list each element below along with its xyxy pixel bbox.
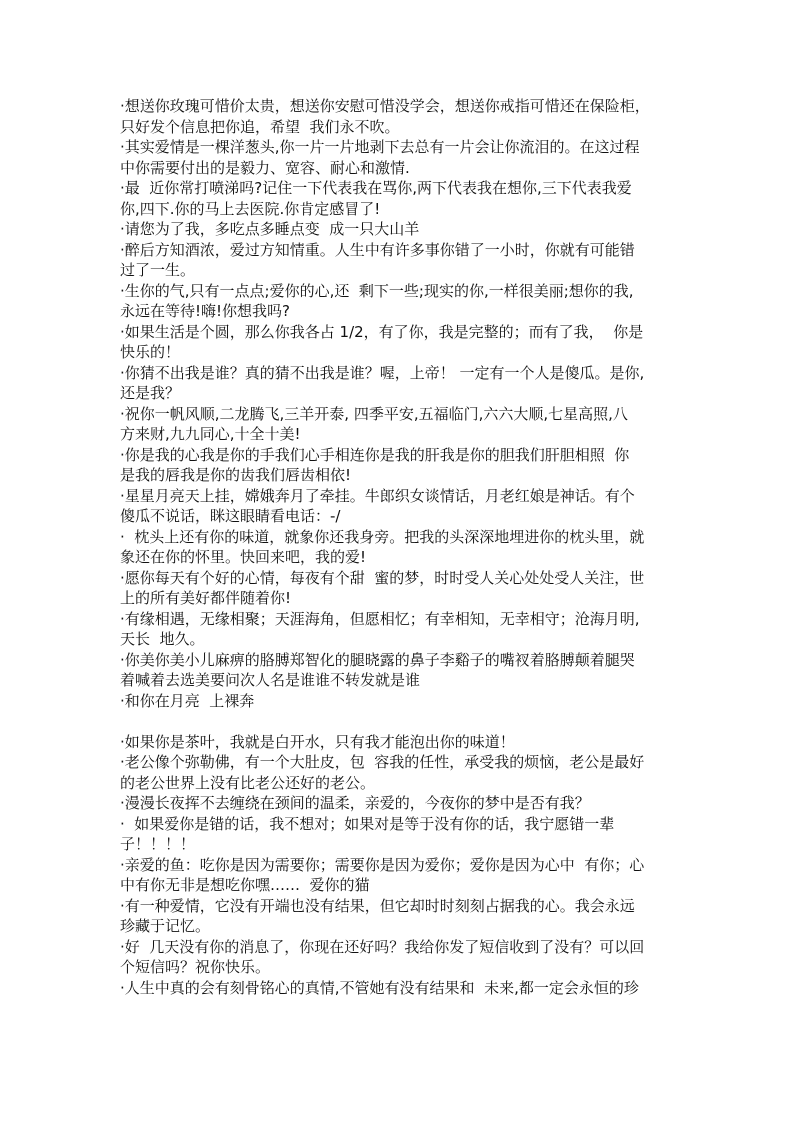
text-line: 中有你无非是想吃你嘿…… 爱你的猫 <box>120 876 370 894</box>
text-line: ·有缘相遇，无缘相聚；天涯海角，但愿相忆；有幸相知，无幸相守；沧海月明, <box>120 609 640 628</box>
text-line: 过了一生。 <box>120 261 196 279</box>
document-page <box>120 96 680 998</box>
text-line: · 如果爱你是错的话，我不想对；如果对是等于没有你的话，我宁愿错一辈 <box>120 814 615 833</box>
paragraph <box>120 896 680 937</box>
paragraph <box>120 752 680 793</box>
paragraph <box>120 691 680 712</box>
paragraph <box>120 240 680 281</box>
text-line: 只好发个信息把你追，希望 我们永不吹。 <box>120 117 400 136</box>
text-line: 方来财,九九同心,十全十美! <box>120 425 301 443</box>
text-line: ·人生中真的会有刻骨铭心的真情,不管她有没有结果和 未来,都一定会永恒的珍 <box>120 978 639 997</box>
paragraph <box>120 178 680 219</box>
blank-line <box>120 711 680 732</box>
paragraph <box>120 527 680 568</box>
text-line: ·你美你美小儿麻痹的胳膊郑智化的腿晓露的鼻子李谿子的嘴衩着胳膊颠着腿哭 <box>120 650 635 669</box>
text-line: 是我的唇我是你的齿我们唇齿相依! <box>120 466 352 484</box>
paragraph <box>120 137 680 178</box>
text-line: ·愿你每天有个好的心情，每夜有个甜 蜜的梦，时时受人关心处处受人关注，世 <box>120 568 645 587</box>
text-line: ·想送你玫瑰可惜价太贵，想送你安慰可惜没学会，想送你戒指可惜还在保险柜， <box>120 97 650 115</box>
text-line: ·老公像个弥勒佛，有一个大肚皮，包 容我的任性，承受我的烦恼，老公是最好 <box>120 753 645 771</box>
text-line: 象还在你的怀里。快回来吧，我的爱! <box>120 548 367 566</box>
text-line: ·和你在月亮 上裸奔 <box>120 691 255 710</box>
paragraph <box>120 322 680 363</box>
text-line: 你,四下.你的马上去医院.你肯定感冒了! <box>120 199 381 218</box>
paragraph <box>120 404 680 445</box>
text-line: 快乐的！ <box>120 343 181 361</box>
text-line: 子！！！！ <box>120 835 196 853</box>
text-line: ·生你的气,只有一点点;爱你的心,还 剩下一些;现实的你,一样很美丽;想你的我, <box>120 281 634 300</box>
text-line: 的老公世界上没有比老公还好的老公。 <box>120 773 376 792</box>
text-line: 上的所有美好都伴随着你! <box>120 589 292 607</box>
text-line: ·有一种爱情，它没有开端也没有结果，但它却时时刻刻占据我的心。我会永远 <box>120 896 635 915</box>
text-line: ·星星月亮天上挂，嫦娥奔月了牵挂。牛郎织女谈情话，月老红娘是神话。有个 <box>120 486 635 505</box>
text-line: 中你需要付出的是毅力、宽容、耐心和激情. <box>120 158 410 177</box>
text-line: 天长 地久。 <box>120 630 205 648</box>
paragraph <box>120 486 680 527</box>
text-line: ·如果生活是个圆，那么你我各占 1/2，有了你，我是完整的；而有了我， 你是 <box>120 322 644 341</box>
paragraph <box>120 281 680 322</box>
paragraph <box>120 978 680 999</box>
text-line: · 枕头上还有你的味道，就象你还我身旁。把我的头深深地埋进你的枕头里，就 <box>120 527 645 546</box>
paragraph <box>120 793 680 814</box>
text-line: ·最 近你常打喷涕吗?记住一下代表我在骂你,两下代表我在想你,三下代表我爱 <box>120 179 632 197</box>
text-line: ·如果你是茶叶，我就是白开水，只有我才能泡出你的味道！ <box>120 732 515 751</box>
text-line: 着喊着去选美要问次人名是谁谁不转发就是谁 <box>120 671 421 689</box>
paragraph <box>120 363 680 404</box>
text-line: ·祝你一帆风顺,二龙腾飞,三羊开泰, 四季平安,五福临门,六六大顺,七星高照,八 <box>120 404 628 423</box>
text-line: ·你是我的心我是你的手我们心手相连你是我的肝我是你的胆我们肝胆相照 你 <box>120 445 630 464</box>
paragraph <box>120 855 680 896</box>
text-line: ·好 几天没有你的消息了，你现在还好吗？我给你发了短信收到了没有？可以回 <box>120 937 645 956</box>
text-line: ·漫漫长夜挥不去缠绕在颈间的温柔，亲爱的，今夜你的梦中是否有我？ <box>120 794 590 812</box>
paragraph <box>120 96 680 137</box>
text-line: 傻瓜不说话，眯这眼睛看电话：-/ <box>120 507 341 525</box>
paragraph <box>120 732 680 753</box>
text-line: 个短信吗？祝你快乐。 <box>120 958 271 976</box>
text-line: ·醉后方知酒浓，爱过方知情重。人生中有许多事你错了一小时，你就有可能错 <box>120 240 635 259</box>
paragraph <box>120 814 680 855</box>
paragraph <box>120 219 680 240</box>
text-line: ·其实爱情是一棵洋葱头,你一片一片地剥下去总有一片会让你流泪的。在这过程 <box>120 138 640 156</box>
text-line: 永远在等待!嗨!你想我吗? <box>120 302 290 320</box>
paragraph <box>120 609 680 650</box>
text-line: 还是我？ <box>120 384 181 402</box>
paragraph <box>120 937 680 978</box>
text-line: ·你猜不出我是谁？真的猜不出我是谁？喔，上帝！ 一定有一个人是傻瓜。是你, <box>120 363 645 382</box>
paragraph <box>120 445 680 486</box>
paragraph <box>120 650 680 691</box>
text-line: 珍藏于记忆。 <box>120 917 211 935</box>
text-line: ·请您为了我，多吃点多睡点变 成一只大山羊 <box>120 220 420 238</box>
text-line: ·亲爱的鱼：吃你是因为需要你；需要你是因为爱你；爱你是因为心中 有你；心 <box>120 855 645 874</box>
paragraph <box>120 568 680 609</box>
